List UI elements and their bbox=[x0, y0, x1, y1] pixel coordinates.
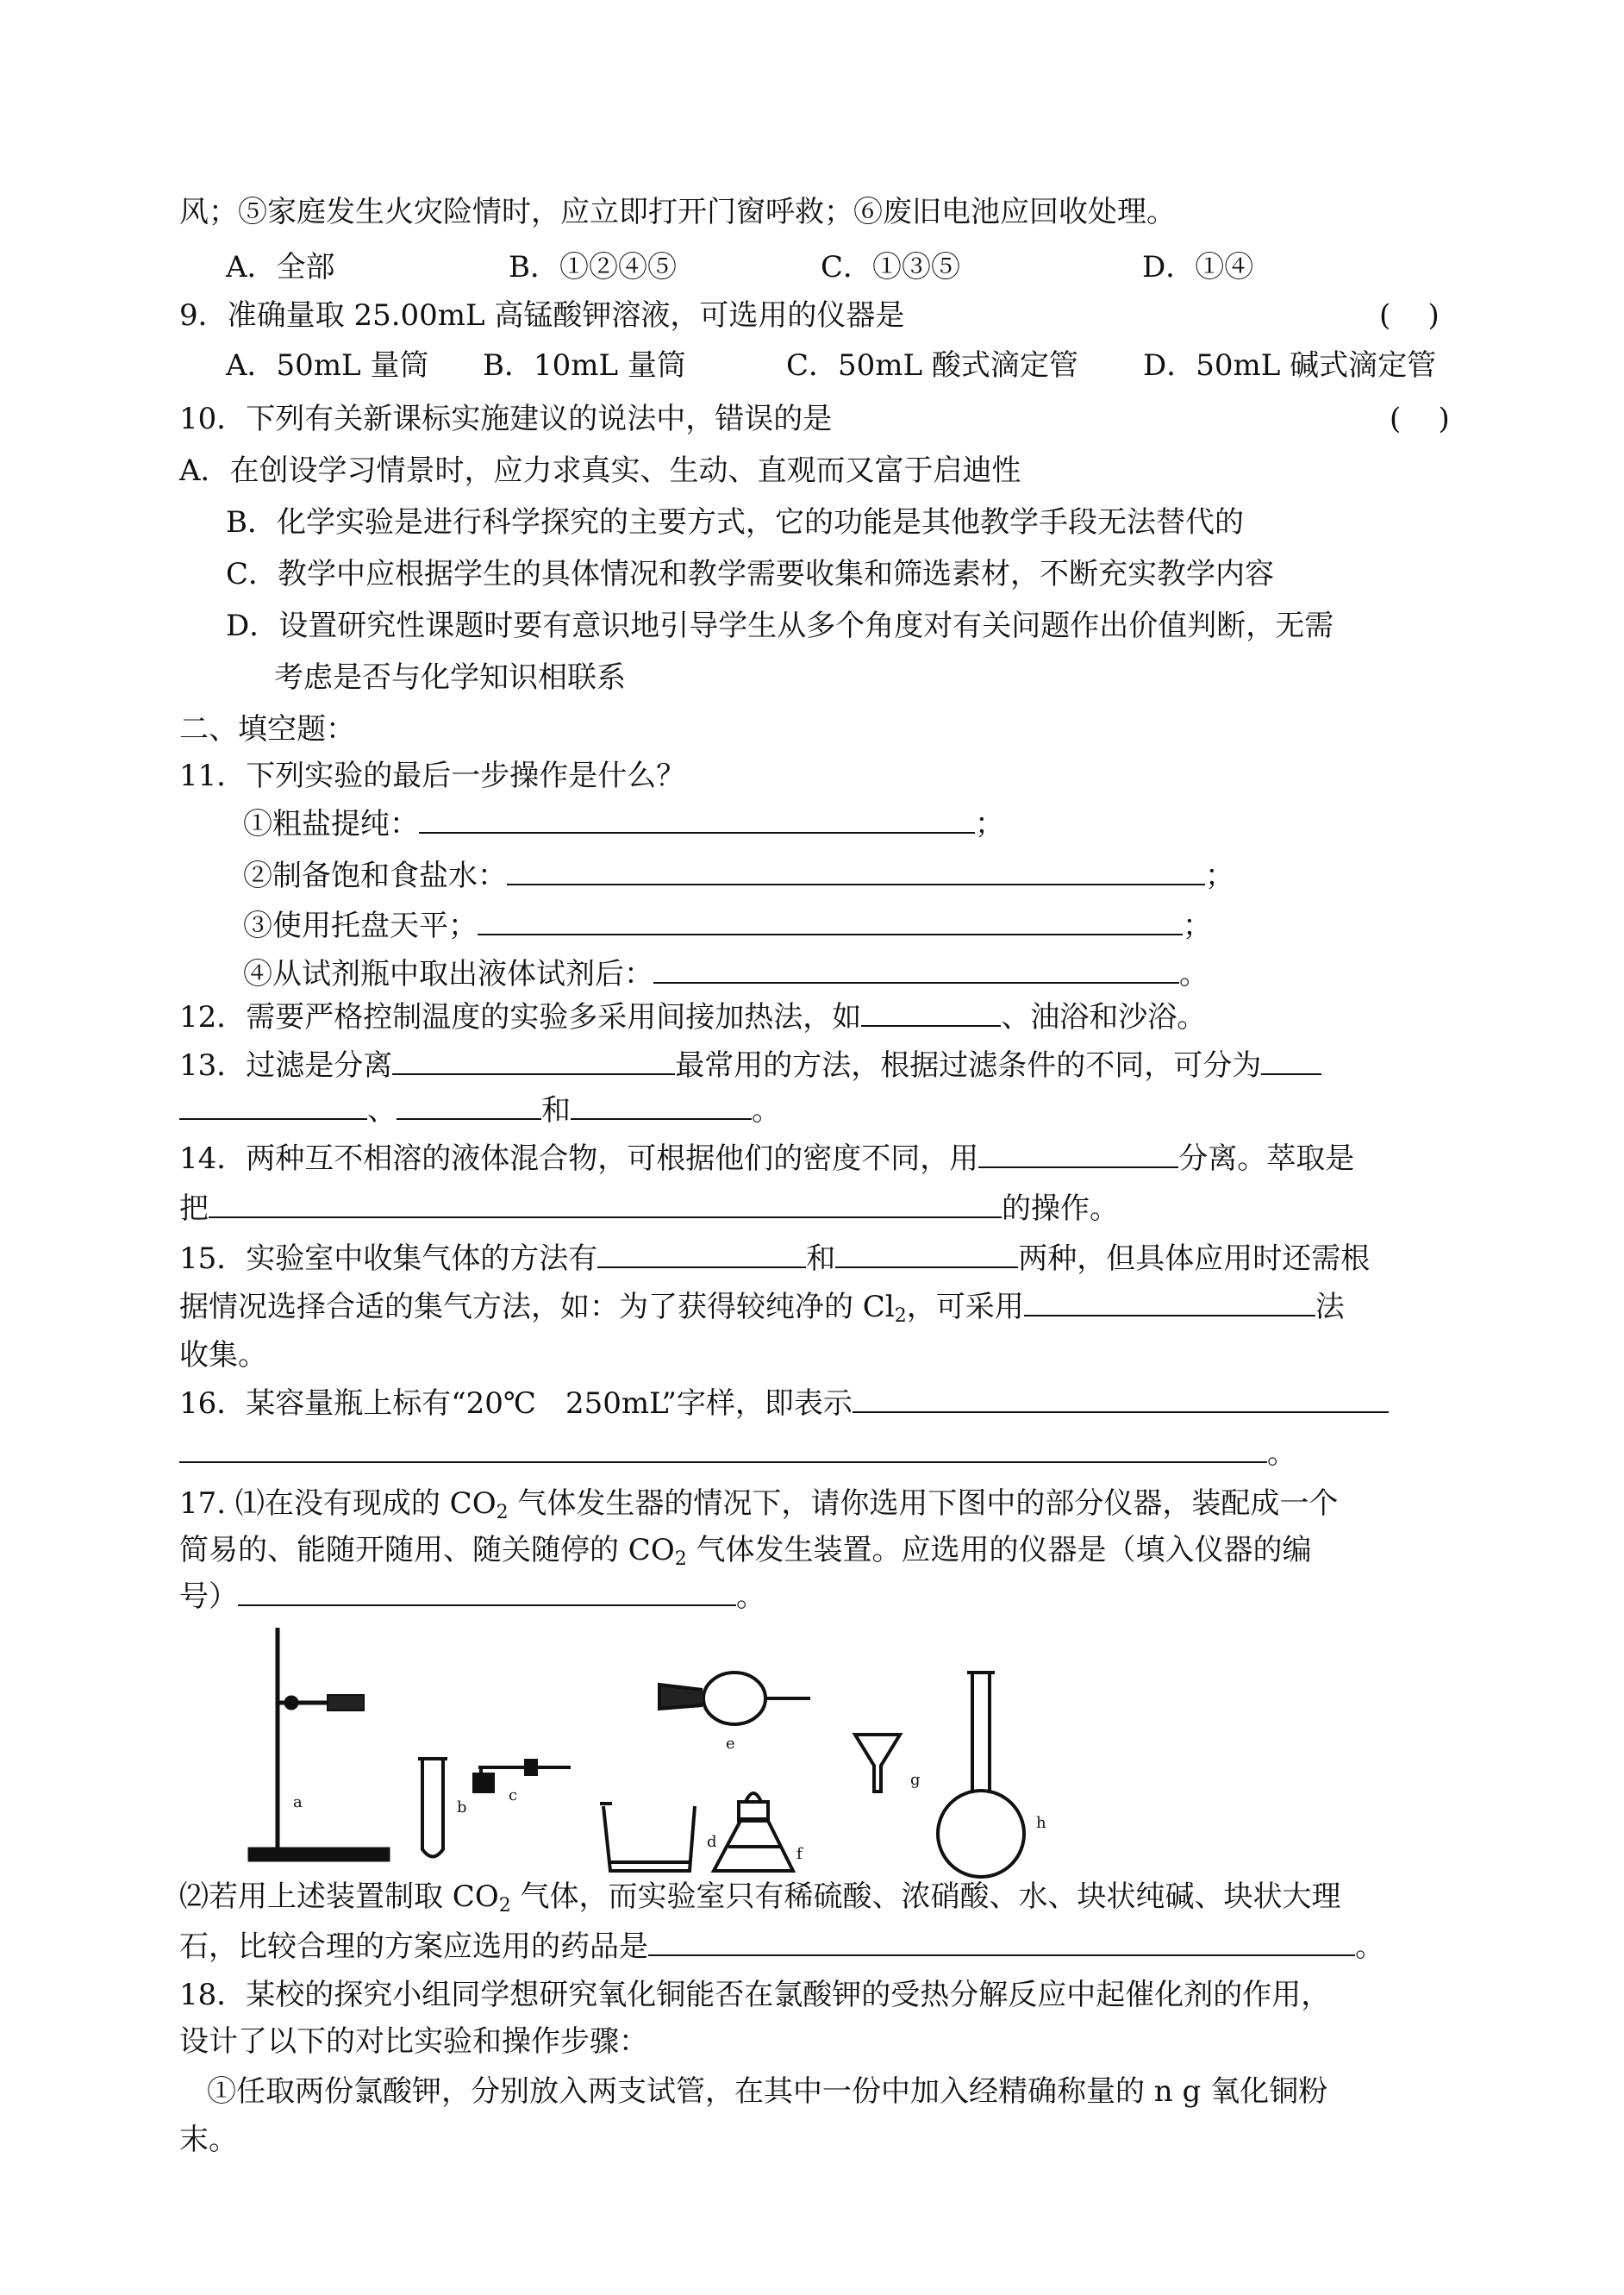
q18-step-1: ①任取两份氯酸钾，分别放入两支试管，在其中一份中加入经精确称量的 n g 氧化铜粉 bbox=[207, 2074, 1328, 2109]
q15-blank-3[interactable] bbox=[1024, 1289, 1315, 1316]
q17-blank-2[interactable] bbox=[648, 1929, 1355, 1956]
q11-item-1: ①粗盐提纯： ； bbox=[243, 807, 1004, 841]
line-q8-tail: 风；⑤家庭发生火灾险情时，应立即打开门窗呼救；⑥废旧电池应回收处理。 bbox=[179, 195, 1176, 229]
q10-option-d: D．设置研究性课题时要有意识地引导学生从多个角度对有关问题作出价值判断，无需 bbox=[226, 609, 1334, 643]
q16-line-2: 。 bbox=[179, 1435, 1296, 1473]
q11-item-2-label: ②制备饱和食盐水： bbox=[243, 859, 507, 893]
q18-line-1: 18．某校的探究小组同学想研究氧化铜能否在氯酸钾的受热分解反应中起催化剂的作用， bbox=[179, 1978, 1331, 2012]
q18-line-2: 设计了以下的对比实验和操作步骤： bbox=[179, 2024, 648, 2059]
label-c: c bbox=[509, 1786, 518, 1804]
label-a: a bbox=[293, 1793, 303, 1811]
q14-blank-2[interactable] bbox=[209, 1191, 1002, 1218]
q17-line-1: 17. ⑴在没有现成的 $CO_2$ 气体发生器的情况下，请你选用下图中的部分仪器，装配成一个 bbox=[179, 1486, 1339, 1523]
q14-line-1: 14．两种互不相溶的液体混合物，可根据他们的密度不同，用 分离。萃取是 bbox=[179, 1141, 1355, 1176]
q9-option-a: A．50mL 量筒 bbox=[226, 348, 429, 383]
q17-line-3: 号） 。 bbox=[179, 1579, 765, 1614]
q8-option-a: A．全部 bbox=[226, 250, 335, 285]
tube-with-clamp-c bbox=[474, 1760, 571, 1792]
q10-option-b: B．化学实验是进行科学探究的主要方式，它的功能是其他教学手段无法替代的 bbox=[226, 505, 1244, 540]
q9-option-b: B．10mL 量筒 bbox=[483, 348, 686, 383]
q8-option-d: D．①④ bbox=[1142, 250, 1254, 285]
section-fill-in-heading: 二、填空题： bbox=[179, 712, 355, 747]
q13-blank-2a[interactable] bbox=[1261, 1047, 1321, 1075]
q11-stem: 11．下列实验的最后一步操作是什么？ bbox=[179, 759, 686, 793]
q16-line-1: 16．某容量瓶上标有“20℃ 250mL”字样，即表示 bbox=[179, 1385, 1389, 1423]
apparatus-figure bbox=[241, 1621, 1103, 1879]
q9-option-d: D．50mL 碱式滴定管 bbox=[1143, 348, 1437, 383]
q12-blank[interactable] bbox=[861, 999, 1001, 1027]
q18-step-1-cont: 末。 bbox=[179, 2123, 238, 2157]
q9-option-c: C．50mL 酸式滴定管 bbox=[786, 348, 1078, 383]
q15-blank-1[interactable] bbox=[597, 1241, 806, 1268]
label-b: b bbox=[457, 1798, 467, 1817]
q11-item-4: ④从试剂瓶中取出液体试剂后： 。 bbox=[243, 957, 1209, 991]
q11-item-3: ③使用托盘天平； ； bbox=[243, 909, 1212, 943]
q15-line-2: 据情况选择合适的集气方法，如：为了获得较纯净的 $Cl_2$，可采用 法 bbox=[179, 1290, 1345, 1327]
q11-item-2: ②制备饱和食盐水： ； bbox=[243, 859, 1234, 893]
label-g: g bbox=[910, 1771, 921, 1789]
q13-blank-3[interactable] bbox=[397, 1092, 541, 1120]
q11-item-1-label: ①粗盐提纯： bbox=[243, 807, 419, 841]
q11-item-2-blank[interactable] bbox=[507, 858, 1205, 885]
alcohol-lamp-f bbox=[714, 1793, 793, 1871]
q11-item-3-blank[interactable] bbox=[478, 908, 1183, 935]
q12: 12．需要严格控制温度的实验多采用间接加热法，如 、油浴和沙浴。 bbox=[179, 1000, 1207, 1035]
q13-blank-2b[interactable] bbox=[179, 1092, 367, 1120]
q11-item-4-blank[interactable] bbox=[653, 956, 1179, 984]
q17-blank-1[interactable] bbox=[238, 1579, 736, 1606]
q15-line-3: 收集。 bbox=[179, 1338, 267, 1373]
q13-line-2: 、 和 。 bbox=[179, 1091, 781, 1129]
q9-answer-paren: ( ) bbox=[1379, 298, 1440, 333]
label-h: h bbox=[1036, 1814, 1046, 1832]
q10-option-a: A．在创设学习情景时，应力求真实、生动、直观而又富于启迪性 bbox=[179, 453, 1021, 488]
beaker-d bbox=[600, 1804, 695, 1871]
q15-line-1: 15．实验室中收集气体的方法有 和 两种，但具体应用时还需根 bbox=[179, 1241, 1371, 1276]
q14-line-2: 把 的操作。 bbox=[179, 1191, 1119, 1226]
q10-stem: 10．下列有关新课标实施建议的说法中，错误的是 bbox=[179, 402, 833, 436]
drying-tube-e bbox=[659, 1673, 810, 1724]
q16-blank-2[interactable] bbox=[179, 1435, 1267, 1463]
q17-part2-line-2: 石，比较合理的方案应选用的药品是 。 bbox=[179, 1929, 1384, 1964]
q8-option-c: C．①③⑤ bbox=[821, 250, 961, 285]
q17-part2-line-1: ⑵若用上述装置制取 $CO_2$ 气体，而实验室只有稀硫酸、浓硝酸、水、块状纯碱、块状大理 bbox=[179, 1879, 1341, 1917]
round-bottom-flask-h bbox=[938, 1673, 1024, 1877]
test-tube-b bbox=[418, 1759, 447, 1857]
q17-line-2: 简易的、能随开随用、随关随停的 $CO_2$ 气体发生装置。应选用的仪器是（填入仪器的编 bbox=[179, 1533, 1312, 1570]
label-d: d bbox=[707, 1833, 717, 1851]
q9-stem: 9．准确量取 25.00mL 高锰酸钾溶液，可选用的仪器是 bbox=[179, 298, 905, 333]
q13-blank-4[interactable] bbox=[571, 1092, 752, 1120]
q15-blank-2[interactable] bbox=[835, 1241, 1018, 1268]
iron-stand-a bbox=[250, 1628, 388, 1860]
label-e: e bbox=[726, 1735, 735, 1753]
q11-item-3-label: ③使用托盘天平； bbox=[243, 909, 478, 943]
q16-blank-1[interactable] bbox=[853, 1385, 1389, 1413]
q10-answer-paren: ( ) bbox=[1390, 402, 1450, 436]
q13-line-1: 13．过滤是分离 最常用的方法，根据过滤条件的不同，可分为 bbox=[179, 1047, 1321, 1085]
q10-option-d-cont: 考虑是否与化学知识相联系 bbox=[274, 660, 626, 695]
funnel-g bbox=[855, 1735, 900, 1792]
q14-blank-1[interactable] bbox=[978, 1141, 1178, 1168]
q10-option-c: C．教学中应根据学生的具体情况和教学需要收集和筛选素材，不断充实教学内容 bbox=[226, 557, 1275, 591]
label-f: f bbox=[796, 1845, 803, 1863]
q11-item-4-label: ④从试剂瓶中取出液体试剂后： bbox=[243, 957, 653, 991]
q13-blank-1[interactable] bbox=[392, 1047, 675, 1075]
q8-option-b: B．①②④⑤ bbox=[509, 250, 677, 285]
q11-item-1-blank[interactable] bbox=[419, 806, 975, 834]
